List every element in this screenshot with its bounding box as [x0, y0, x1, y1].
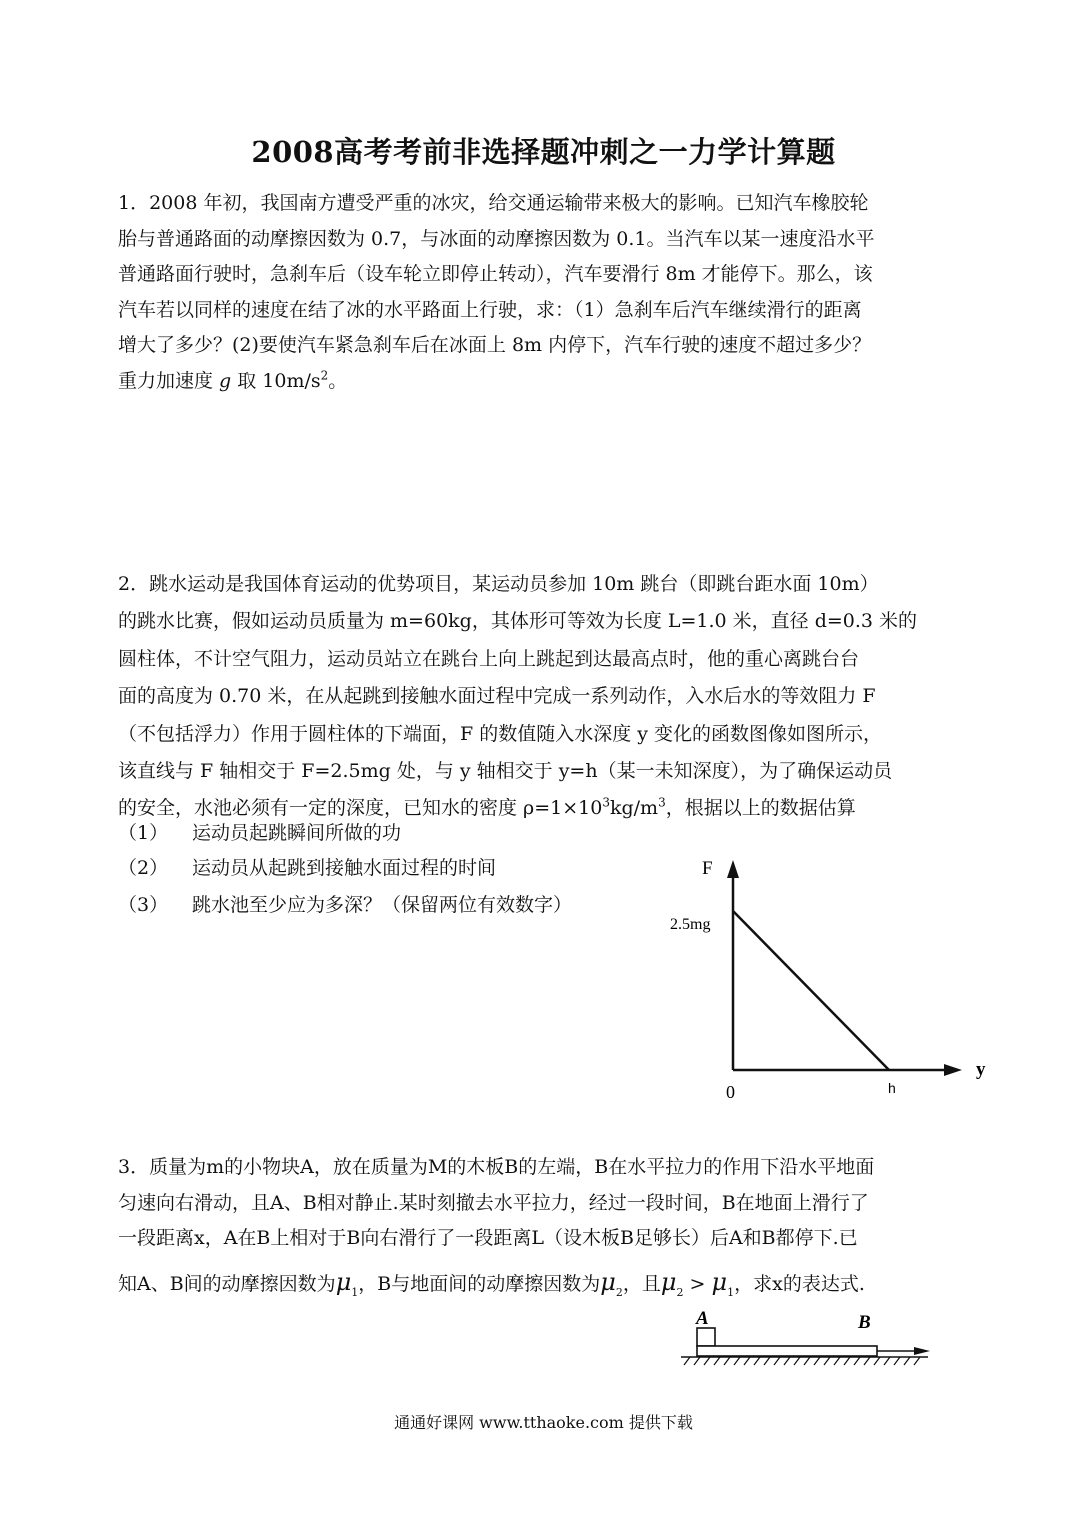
mu-symbol: μ — [711, 1267, 728, 1296]
subscript: 1 — [727, 1285, 735, 1299]
problem-2-item — [118, 853, 496, 880]
text-segment: kg/m — [609, 797, 659, 820]
problem-1-line: 胎与普通路面的动摩擦因数为 0.7，与冰面的动摩擦因数为 0.1。当汽车以某一速度沿水平 — [118, 227, 875, 250]
problem-1-line: 普通路面行驶时，急刹车后（设车轮立即停止转动），汽车要滑行 8m 才能停下。那么，该 — [118, 263, 873, 285]
origin-label: 0 — [726, 1082, 735, 1102]
problem-2-line: 圆柱体，不计空气阻力，运动员站立在跳台上向上跳起到达最高点时，他的重心离跳台台 — [118, 647, 860, 670]
footer: 通通好课网 www.tthaoke.com 提供下载 — [394, 1413, 693, 1432]
problem-2-line: 面的高度为 0.70 米，在从起跳到接触水面过程中完成一系列动作，入水后水的等效阻力 F — [118, 685, 876, 708]
velocity-arrow-head — [914, 1347, 930, 1355]
subscript: 2 — [676, 1285, 684, 1299]
text-segment: 取 10m/s — [231, 369, 321, 392]
text-segment: 的安全，水池必须有一定的深度，已知水的密度 ρ=1×10 — [118, 797, 603, 820]
problem-2-line: 2．跳水运动是我国体育运动的优势项目，某运动员参加 10m 跳台（即跳台距水面 10m） — [118, 573, 879, 595]
problem-1-line: 汽车若以同样的速度在结了冰的水平路面上行驶，求：（1）急刹车后汽车继续滑行的距离 — [118, 298, 862, 321]
problem-2-line: 该直线与 F 轴相交于 F=2.5mg 处，与 y 轴相交于 y=h（某一未知深度），为了确保运动员 — [118, 760, 893, 783]
mu-symbol: μ — [660, 1267, 677, 1296]
variable-g: g — [219, 369, 232, 392]
board-b — [697, 1346, 877, 1356]
f-axis-label: F — [702, 858, 713, 879]
text-segment: ，根据以上的数据估算 — [665, 797, 856, 820]
problem-1-line: 增大了多少？(2)要使汽车紧急刹车后在冰面上 8m 内停下，汽车行驶的速度不超过多少？ — [118, 334, 872, 356]
problem-3-last-line — [118, 1265, 973, 1310]
text-segment: ，求x的表达式. — [734, 1272, 865, 1295]
label-b: B — [858, 1312, 871, 1333]
subscript: 1 — [351, 1285, 359, 1299]
problem-2-line: （不包括浮力）作用于圆柱体的下端面，F 的数值随入水深度 y 变化的函数图像如图所示， — [118, 722, 883, 745]
problem-1-last-line — [118, 364, 973, 400]
problem-2 — [118, 566, 973, 828]
problem-2-item — [118, 890, 572, 917]
problem-1-line: 1．2008 年初，我国南方遭受严重的冰灾，给交通运输带来极大的影响。已知汽车橡胶轮 — [118, 192, 869, 214]
problem-3 — [118, 1150, 973, 1310]
greater-than: > — [683, 1272, 712, 1295]
superscript: 2 — [320, 368, 329, 383]
text-segment: ，B与地面间的动摩擦因数为 — [358, 1272, 601, 1295]
page-title: 2008高考考前非选择题冲刺之一力学计算题 — [251, 135, 836, 169]
item-number: （3） — [118, 894, 169, 916]
problem-1 — [118, 186, 973, 399]
text-segment: ，且 — [622, 1272, 661, 1295]
f-axis-arrow — [727, 860, 739, 878]
mu-2 — [660, 1267, 684, 1299]
problem-3-line: 一段距离x，A在B上相对于B向右滑行了一段距离L（设木板B足够长）后A和B都停下.已 — [118, 1227, 858, 1249]
force-depth-graph — [660, 848, 1000, 1108]
problem-3-line: 3．质量为m的小物块A，放在质量为M的木板B的左端，B在水平拉力的作用下沿水平地面 — [118, 1156, 875, 1178]
text-segment: 重力加速度 — [118, 369, 220, 392]
problem-2-line: 的跳水比赛，假如运动员质量为 m=60kg，其体形可等效为长度 L=1.0 米，直径 d=0.3 米的 — [118, 610, 918, 633]
item-number: （2） — [118, 857, 169, 879]
f-intercept-label: 2.5mg — [670, 916, 711, 933]
ground-hatching — [684, 1357, 920, 1365]
item-text: 跳水池至少应为多深？（保留两位有效数字） — [192, 894, 573, 916]
mu-symbol: μ — [600, 1267, 616, 1296]
subscript: 2 — [615, 1285, 623, 1299]
superscript: 3 — [602, 796, 610, 811]
y-axis-arrow — [944, 1064, 962, 1076]
problem-2-item — [118, 818, 401, 845]
problem-3-line: 匀速向右滑动，且A、B相对静止.某时刻撤去水平拉力，经过一段时间，B在地面上滑行了 — [118, 1191, 869, 1214]
superscript: 3 — [658, 796, 666, 811]
force-line — [733, 911, 889, 1070]
block-a — [697, 1328, 715, 1346]
mu-1 — [335, 1267, 359, 1299]
label-a: A — [696, 1308, 709, 1329]
text-segment: 。 — [328, 369, 348, 392]
blocks-diagram — [676, 1306, 938, 1376]
item-text: 运动员从起跳到接触水面过程的时间 — [192, 857, 497, 879]
y-intercept-label: h — [888, 1080, 896, 1096]
mu-1 — [711, 1267, 735, 1299]
item-text: 运动员起跳瞬间所做的功 — [192, 822, 402, 844]
mu-symbol: μ — [335, 1267, 352, 1296]
text-segment: 知A、B间的动摩擦因数为 — [118, 1272, 336, 1295]
mu-2 — [600, 1267, 623, 1299]
y-axis-label: y — [976, 1059, 986, 1080]
item-number: （1） — [118, 822, 169, 844]
